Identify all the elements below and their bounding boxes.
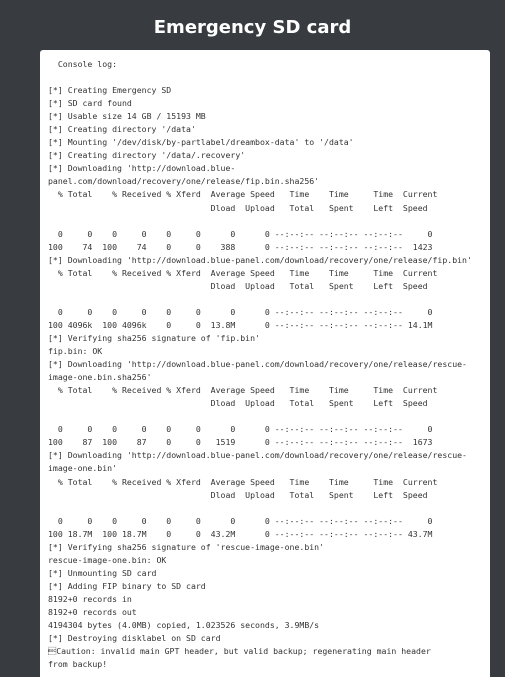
console-line bbox=[48, 502, 484, 515]
console-line: Caution: invalid main GPT header, but valid backup; regenerating main header bbox=[48, 646, 431, 657]
console-line: 4194304 bytes (4.0MB) copied, 1.023526 seconds, 3.9MB/s bbox=[48, 620, 320, 631]
console-line: % Total % Received % Xferd Average Speed Time Time Time Current bbox=[48, 476, 438, 487]
console-line bbox=[48, 215, 484, 228]
page-title: Emergency SD card bbox=[153, 17, 352, 38]
console-line: from backup! bbox=[48, 659, 108, 670]
console-line: 100 74 100 74 0 0 388 0 --:--:-- --:--:-- --:--:-- 1423 bbox=[48, 241, 433, 252]
console-line bbox=[48, 71, 484, 84]
console-line bbox=[48, 293, 484, 306]
console-line: [*] Creating directory '/data/.recovery' bbox=[48, 150, 246, 161]
console-panel[interactable] bbox=[40, 50, 490, 677]
console-line: [*] Downloading 'http://download.blue-panel.com/download/recovery/one/release/rescue- bbox=[48, 450, 467, 461]
console-log[interactable] bbox=[40, 50, 490, 671]
console-line: Dload Upload Total Spent Left Speed bbox=[48, 202, 428, 213]
console-line: [*] Unmounting SD card bbox=[48, 567, 157, 578]
console-line: 8192+0 records in bbox=[48, 593, 132, 604]
console-line: Console log: bbox=[48, 59, 118, 69]
console-line: image-one.bin' bbox=[48, 463, 118, 474]
console-line: % Total % Received % Xferd Average Speed Time Time Time Current bbox=[48, 267, 438, 278]
console-line: [*] Downloading 'http://download.blue-panel.com/download/recovery/one/release/fip.bin' bbox=[48, 254, 472, 265]
console-line: Dload Upload Total Spent Left Speed bbox=[48, 398, 428, 409]
console-line: 100 87 100 87 0 0 1519 0 --:--:-- --:--:-- --:--:-- 1673 bbox=[48, 437, 433, 448]
console-line: [*] Usable size 14 GB / 15193 MB bbox=[48, 111, 206, 122]
console-line: Dload Upload Total Spent Left Speed bbox=[48, 489, 428, 500]
console-line bbox=[48, 410, 484, 423]
console-line: 100 18.7M 100 18.7M 0 0 43.2M 0 --:--:-- --:--:-- --:--:-- 43.7M bbox=[48, 528, 433, 539]
console-line: [*] Creating directory '/data' bbox=[48, 124, 196, 135]
console-line: % Total % Received % Xferd Average Speed Time Time Time Current bbox=[48, 385, 438, 396]
console-line: [*] Destroying disklabel on SD card bbox=[48, 633, 221, 644]
console-line: 0 0 0 0 0 0 0 0 --:--:-- --:--:-- --:--:-- 0 bbox=[48, 515, 433, 526]
console-line: panel.com/download/recovery/one/release/fip.bin.sha256' bbox=[48, 176, 320, 187]
console-line: 0 0 0 0 0 0 0 0 --:--:-- --:--:-- --:--:-- 0 bbox=[48, 228, 433, 239]
console-line: [*] Downloading 'http://download.blue- bbox=[48, 163, 236, 174]
console-line: [*] Mounting '/dev/disk/by-partlabel/dreambox-data' to '/data' bbox=[48, 137, 354, 148]
console-line: [*] Verifying sha256 signature of 'rescue-image-one.bin' bbox=[48, 541, 325, 552]
console-line: 8192+0 records out bbox=[48, 606, 137, 617]
console-line: rescue-image-one.bin: OK bbox=[48, 554, 167, 565]
console-line: [*] Creating Emergency SD bbox=[48, 85, 172, 96]
console-line: [*] Verifying sha256 signature of 'fip.bin' bbox=[48, 332, 260, 343]
console-line: fip.bin: OK bbox=[48, 346, 103, 357]
console-line: Dload Upload Total Spent Left Speed bbox=[48, 280, 428, 291]
console-line: % Total % Received % Xferd Average Speed Time Time Time Current bbox=[48, 189, 438, 200]
console-line: [*] Adding FIP binary to SD card bbox=[48, 580, 206, 591]
console-line: 0 0 0 0 0 0 0 0 --:--:-- --:--:-- --:--:-- 0 bbox=[48, 424, 433, 435]
console-line: 0 0 0 0 0 0 0 0 --:--:-- --:--:-- --:--:-- 0 bbox=[48, 306, 433, 317]
console-line: image-one.bin.sha256' bbox=[48, 372, 152, 383]
console-line: [*] Downloading 'http://download.blue-panel.com/download/recovery/one/release/rescue- bbox=[48, 359, 467, 370]
console-line: 100 4096k 100 4096k 0 0 13.8M 0 --:--:-- --:--:-- --:--:-- 14.1M bbox=[48, 319, 433, 330]
console-line: [*] SD card found bbox=[48, 98, 132, 109]
